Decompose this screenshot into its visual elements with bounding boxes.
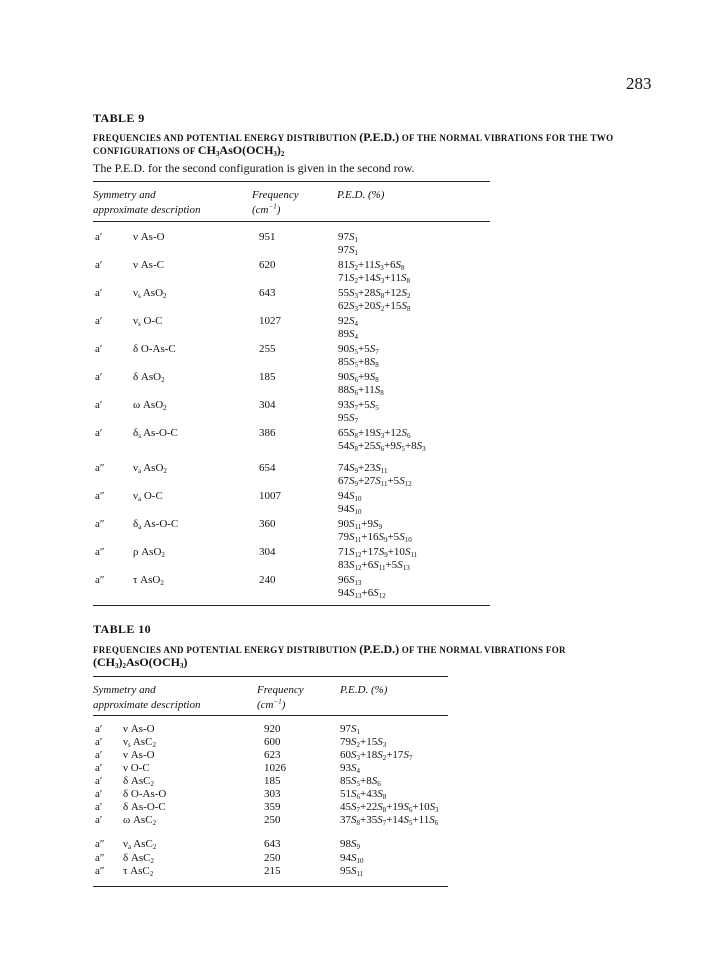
table10-row-ped: $98S_9$ bbox=[340, 838, 360, 851]
table9-row-symmetry: a″ bbox=[95, 574, 105, 586]
table9-header-symmetry bbox=[93, 188, 200, 218]
table9-row-ped-config2: $95S_7$ bbox=[338, 412, 358, 425]
table9-row-ped-config1: $97S_1$ bbox=[338, 231, 358, 244]
table9-row-frequency: 654 bbox=[259, 462, 276, 474]
table10-row-ped: $51S_6+43S_8$ bbox=[340, 788, 387, 801]
table10-header-ped: P.E.D. (%) bbox=[340, 684, 388, 696]
table10-row-description: δ AsC$_2$ bbox=[123, 852, 154, 865]
table10-header-symmetry bbox=[93, 683, 200, 713]
table10-row-ped: $95S_{11}$ bbox=[340, 865, 364, 878]
table9-row-description: $\nu_a$ O-C bbox=[133, 490, 163, 503]
table9-row-description: δ O-As-C bbox=[133, 343, 176, 355]
table9-row-ped-config2: $79S_{11}+16S_9+5S_{10}$ bbox=[338, 531, 412, 544]
table9-row-frequency: 1027 bbox=[259, 315, 281, 327]
table10-row-frequency: 359 bbox=[264, 801, 281, 813]
table9-row-frequency: 620 bbox=[259, 259, 276, 271]
table10-row-symmetry: a′ bbox=[95, 801, 103, 813]
table10-top-rule bbox=[93, 676, 448, 677]
table10-row-ped: $37S_8+35S_7+14S_5+11S_6$ bbox=[340, 814, 439, 827]
table9-row-symmetry: a′ bbox=[95, 231, 103, 243]
table9-row-description: ν As-O bbox=[133, 231, 165, 243]
table9-row-ped-config2: $89S_4$ bbox=[338, 328, 358, 341]
table9-row-ped-config1: $65S_8+19S_3+12S_6$ bbox=[338, 427, 411, 440]
table9-row-ped-config2: $94S_{10}$ bbox=[338, 503, 362, 516]
table9-row-ped-config1: $90S_5+5S_7$ bbox=[338, 343, 379, 356]
table10-header-symmetry-line1: Symmetry and bbox=[93, 684, 156, 696]
table9-row-frequency: 304 bbox=[259, 399, 276, 411]
table10-row-frequency: 623 bbox=[264, 749, 281, 761]
table9-row-frequency: 304 bbox=[259, 546, 276, 558]
table9-row-frequency: 255 bbox=[259, 343, 276, 355]
table10-row-ped: $45S_7+22S_8+19S_6+10S_3$ bbox=[340, 801, 439, 814]
table10-row-frequency: 250 bbox=[264, 814, 281, 826]
table9-row-description: $\nu_a$ AsO$_2$ bbox=[133, 462, 167, 475]
table9-row-ped-config1: $93S_7+5S_5$ bbox=[338, 399, 379, 412]
table10-row-symmetry: a″ bbox=[95, 865, 105, 877]
table9-header-symmetry-line1: Symmetry and bbox=[93, 189, 156, 201]
table9-row-description: τ AsO$_2$ bbox=[133, 574, 164, 587]
table9-row-symmetry: a′ bbox=[95, 371, 103, 383]
table9-row-ped-config1: $55S_3+28S_8+12S_2$ bbox=[338, 287, 411, 300]
table9-row-frequency: 643 bbox=[259, 287, 276, 299]
table10-row-description: $\nu_a$ AsC$_2$ bbox=[123, 838, 157, 851]
table9-row-frequency: 1007 bbox=[259, 490, 281, 502]
table9-row-ped-config2: $71S_2+14S_3+11S_8$ bbox=[338, 272, 411, 285]
table10-header-frequency-line1: Frequency bbox=[257, 684, 304, 696]
table9-row-symmetry: a″ bbox=[95, 490, 105, 502]
table10-row-frequency: 185 bbox=[264, 775, 281, 787]
table9-row-description: ρ AsO$_2$ bbox=[133, 546, 165, 559]
table9-row-ped-config2: $88S_6+11S_8$ bbox=[338, 384, 384, 397]
table9-caption: FREQUENCIES AND POTENTIAL ENERGY DISTRIBUTION (P.E.D.) OF THE NORMAL VIBRATIONS FOR THE TWO CONFIGURATIONS OF $CH_3AsO(OCH_3)_2$ bbox=[93, 130, 614, 158]
table9-row-frequency: 185 bbox=[259, 371, 276, 383]
table9-note: The P.E.D. for the second configuration is given in the second row. bbox=[93, 161, 415, 175]
table9-header-ped: P.E.D. (%) bbox=[337, 189, 385, 201]
table10-label: TABLE 10 bbox=[93, 622, 151, 636]
table10-row-symmetry: a′ bbox=[95, 749, 103, 761]
table10-header-symmetry-line2: approximate description bbox=[93, 699, 201, 711]
table10-row-symmetry: a′ bbox=[95, 736, 103, 748]
table10-header-frequency bbox=[257, 683, 304, 713]
table10-row-frequency: 920 bbox=[264, 723, 281, 735]
table9-row-ped-config2: $67S_9+27S_{11}+5S_{12}$ bbox=[338, 475, 412, 488]
table10-caption: FREQUENCIES AND POTENTIAL ENERGY DISTRIBUTION (P.E.D.) OF THE NORMAL VIBRATIONS FOR $(CH_3)_2AsO(OCH_3)$ bbox=[93, 642, 566, 670]
table9-row-symmetry: a″ bbox=[95, 462, 105, 474]
table9-row-ped-config2: $97S_1$ bbox=[338, 244, 358, 257]
table9-row-frequency: 951 bbox=[259, 231, 276, 243]
table9-row-ped-config1: $90S_6+9S_8$ bbox=[338, 371, 379, 384]
table9-row-description: $\nu_s$ O-C bbox=[133, 315, 163, 328]
table10-row-symmetry: a′ bbox=[95, 723, 103, 735]
table9-row-symmetry: a″ bbox=[95, 518, 105, 530]
table10-row-description: $\nu_s$ AsC$_2$ bbox=[123, 736, 156, 749]
table10-row-description: δ As-O-C bbox=[123, 801, 166, 813]
table9-row-symmetry: a′ bbox=[95, 315, 103, 327]
table9-row-ped-config1: $90S_{11}+9S_9$ bbox=[338, 518, 382, 531]
table9-bottom-rule bbox=[93, 605, 490, 606]
table9-row-symmetry: a″ bbox=[95, 546, 105, 558]
table9-row-ped-config1: $71S_{12}+17S_9+10S_{11}$ bbox=[338, 546, 418, 559]
table10-header-frequency-line2: $(cm^{-1})$ bbox=[257, 697, 286, 711]
table10-row-description: δ O-As-O bbox=[123, 788, 167, 800]
table9-row-description: $\delta_s$ As-O-C bbox=[133, 427, 178, 440]
table9-row-frequency: 240 bbox=[259, 574, 276, 586]
table10-row-ped: $94S_{10}$ bbox=[340, 852, 364, 865]
table10-row-description: ν As-O bbox=[123, 749, 155, 761]
table10-row-description: δ AsC$_2$ bbox=[123, 775, 154, 788]
table9-row-description: δ AsO$_2$ bbox=[133, 371, 165, 384]
table9-header-frequency bbox=[252, 188, 299, 218]
table9-label: TABLE 9 bbox=[93, 111, 145, 125]
table10-header-rule bbox=[93, 715, 448, 716]
table10-row-frequency: 600 bbox=[264, 736, 281, 748]
table9-row-ped-config2: $62S_3+20S_2+15S_8$ bbox=[338, 300, 411, 313]
table9-header-rule bbox=[93, 221, 490, 222]
table10-row-ped: $93S_4$ bbox=[340, 762, 360, 775]
table9-row-ped-config1: $81S_2+11S_3+6S_8$ bbox=[338, 259, 405, 272]
table9-header-frequency-line1: Frequency bbox=[252, 189, 299, 201]
table10-row-symmetry: a′ bbox=[95, 762, 103, 774]
table10-row-symmetry: a″ bbox=[95, 838, 105, 850]
table10-row-frequency: 303 bbox=[264, 788, 281, 800]
table10-row-ped: $60S_3+18S_2+17S_7$ bbox=[340, 749, 413, 762]
table10-row-symmetry: a″ bbox=[95, 852, 105, 864]
table10-row-ped: $79S_2+15S_3$ bbox=[340, 736, 387, 749]
table9-row-description: ω AsO$_2$ bbox=[133, 399, 167, 412]
table10-row-description: τ AsC$_2$ bbox=[123, 865, 154, 878]
table10-row-ped: $97S_1$ bbox=[340, 723, 360, 736]
table9-header-frequency-line2: $(cm^{-1})$ bbox=[252, 202, 281, 216]
table10-row-symmetry: a′ bbox=[95, 788, 103, 800]
table10-row-frequency: 250 bbox=[264, 852, 281, 864]
table9-row-ped-config1: $92S_4$ bbox=[338, 315, 358, 328]
table9-row-description: $\nu_s$ AsO$_2$ bbox=[133, 287, 167, 300]
table10-row-frequency: 643 bbox=[264, 838, 281, 850]
table9-row-ped-config1: $94S_{10}$ bbox=[338, 490, 362, 503]
table9-row-frequency: 386 bbox=[259, 427, 276, 439]
table10-row-description: ω AsC$_2$ bbox=[123, 814, 157, 827]
table9-row-description: $\delta_a$ As-O-C bbox=[133, 518, 179, 531]
page-number: 283 bbox=[626, 74, 652, 93]
table9-row-symmetry: a′ bbox=[95, 399, 103, 411]
table9-row-ped-config2: $54S_8+25S_6+9S_5+8S_3$ bbox=[338, 440, 426, 453]
table10-row-description: ν O-C bbox=[123, 762, 150, 774]
table10-row-description: ν As-O bbox=[123, 723, 155, 735]
table9-row-ped-config2: $83S_{12}+6S_{11}+5S_{13}$ bbox=[338, 559, 410, 572]
table9-row-description: ν As-C bbox=[133, 259, 164, 271]
table10-row-frequency: 215 bbox=[264, 865, 281, 877]
table10-row-ped: $85S_5+8S_6$ bbox=[340, 775, 381, 788]
table9-row-ped-config2: $94S_{13}+6S_{12}$ bbox=[338, 587, 386, 600]
table10-row-frequency: 1026 bbox=[264, 762, 286, 774]
table9-row-ped-config1: $74S_9+23S_{11}$ bbox=[338, 462, 388, 475]
table10-row-symmetry: a′ bbox=[95, 814, 103, 826]
table9-row-ped-config2: $85S_5+8S_8$ bbox=[338, 356, 379, 369]
table9-row-symmetry: a′ bbox=[95, 343, 103, 355]
table9-row-frequency: 360 bbox=[259, 518, 276, 530]
table9-row-ped-config1: $96S_{13}$ bbox=[338, 574, 362, 587]
table9-row-symmetry: a′ bbox=[95, 427, 103, 439]
table10-bottom-rule bbox=[93, 886, 448, 887]
table9-row-symmetry: a′ bbox=[95, 287, 103, 299]
table9-row-symmetry: a′ bbox=[95, 259, 103, 271]
table9-header-symmetry-line2: approximate description bbox=[93, 204, 201, 216]
table9-top-rule bbox=[93, 181, 490, 182]
table10-row-symmetry: a′ bbox=[95, 775, 103, 787]
